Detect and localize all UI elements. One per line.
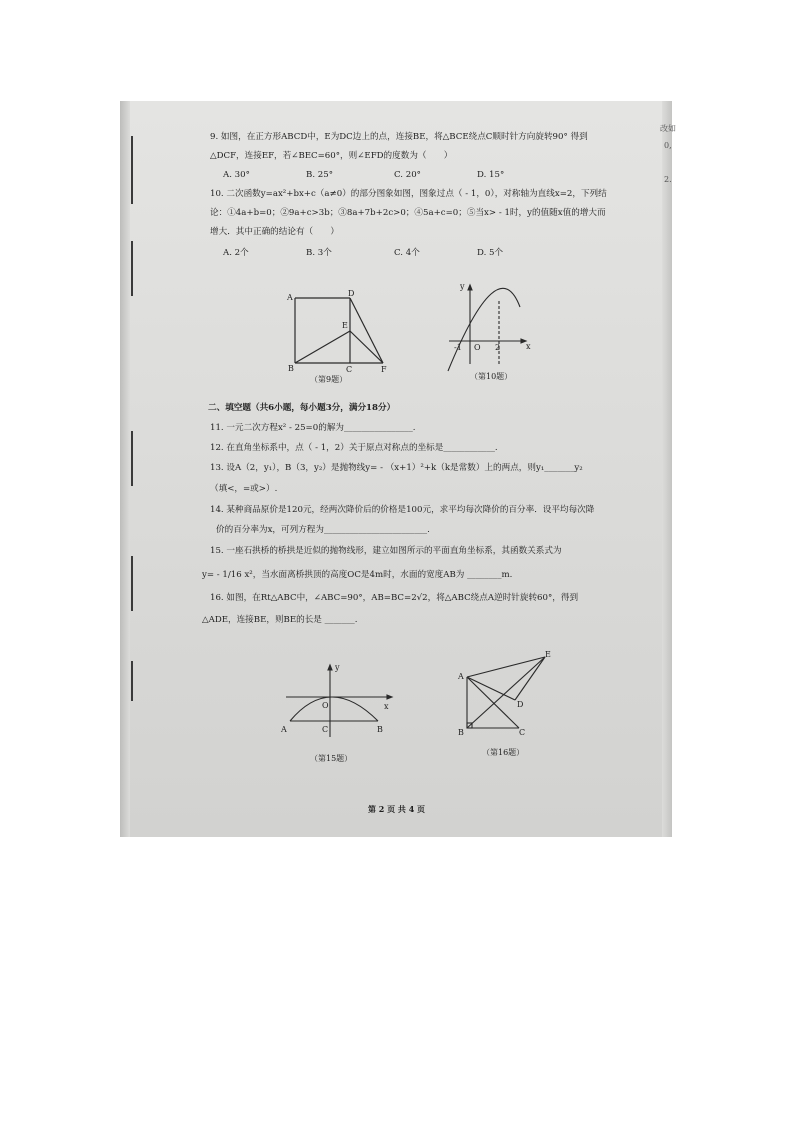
- question-10-option-c: C. 4个: [394, 248, 420, 258]
- label-e: E: [545, 650, 551, 659]
- label-a: A: [458, 672, 464, 681]
- question-10-option-a: A. 2个: [223, 248, 249, 258]
- figure-9-square: [285, 291, 395, 376]
- label-c: C: [519, 728, 526, 737]
- question-9-option-a: A. 30°: [223, 170, 250, 180]
- question-10-option-d: D. 5个: [477, 248, 504, 258]
- question-9-line1: 9. 如图，在正方形ABCD中，E为DC边上的点，连接BE，将△BCE绕点C顺时针方向旋转90° 得到: [210, 132, 588, 142]
- question-10-line2: 论：①4a+b=0；②9a+c>3b；③8a+7b+2c>0；④5a+c=0；⑤当x> - 1时，y的值随x值的增大而: [210, 208, 606, 218]
- figure-10-caption: （第10题）: [470, 372, 513, 381]
- question-16-line1: 16. 如图，在Rt△ABC中，∠ABC=90°，AB=BC=2√2，将△ABC绕点A逆时针旋转60°，得到: [210, 593, 579, 603]
- axis-y-label: y: [335, 663, 340, 672]
- label-c: C: [346, 365, 353, 374]
- question-10-option-b: B. 3个: [306, 248, 332, 258]
- label-e: E: [342, 321, 348, 330]
- tick-neg1: -1: [454, 343, 462, 352]
- label-b: B: [458, 728, 464, 737]
- binding-line: [131, 136, 133, 204]
- figure-9-caption: （第9题）: [310, 375, 348, 384]
- question-15-line2: y= - 1/16 x²，当水面离桥拱顶的高度OC是4m时，水面的宽度AB为 ________m.: [202, 570, 513, 580]
- figure-16-rotated-triangle: [455, 649, 565, 744]
- binding-line: [131, 556, 133, 611]
- question-9-option-c: C. 20°: [394, 170, 421, 180]
- question-14-line2: 价的百分率为x，可列方程为________________________.: [216, 525, 430, 535]
- question-11: 11. 一元二次方程x² - 25=0的解为________________.: [210, 423, 416, 433]
- label-a: A: [287, 293, 293, 302]
- label-c: C: [322, 725, 329, 734]
- margin-note: 改如: [660, 124, 676, 133]
- question-9-option-b: B. 25°: [306, 170, 334, 180]
- page-footer: 第 2 页 共 4 页: [368, 804, 426, 814]
- question-15-line1: 15. 一座石拱桥的桥拱是近似的抛物线形，建立如图所示的平面直角坐标系，其函数关系式为: [210, 546, 562, 556]
- question-13-line1: 13. 设A（2，y₁），B（3，y₂）是抛物线y= - （x+1）²+k（k是常数）上的两点，则y₁_______y₂: [210, 463, 583, 473]
- margin-note: 0,: [664, 141, 672, 150]
- tick-2: 2: [495, 343, 501, 352]
- figure-10-parabola: [444, 279, 534, 369]
- paper-edge-shadow: [662, 101, 672, 837]
- origin-label: O: [474, 343, 481, 352]
- binding-line: [131, 241, 133, 296]
- binding-line: [131, 661, 133, 701]
- label-d: D: [348, 289, 355, 298]
- label-b: B: [288, 364, 294, 373]
- label-b: B: [377, 725, 383, 734]
- question-13-line2: （填<，=或>）.: [210, 484, 278, 494]
- figure-16-caption: （第16题）: [482, 748, 525, 757]
- question-16-line2: △ADE，连接BE，则BE的长是 _______.: [202, 615, 358, 625]
- label-a: A: [281, 725, 287, 734]
- label-f: F: [381, 365, 387, 374]
- question-12: 12. 在直角坐标系中，点（ - 1，2）关于原点对称点的坐标是____________.: [210, 443, 498, 453]
- paper-edge-shadow: [120, 101, 130, 837]
- question-9-line2: △DCF，连接EF，若∠BEC=60°，则∠EFD的度数为（ ）: [210, 151, 453, 161]
- question-9-option-d: D. 15°: [477, 170, 505, 180]
- axis-x-label: x: [384, 702, 389, 711]
- question-10-line1: 10. 二次函数y=ax²+bx+c（a≠0）的部分图象如图，图象过点（ - 1，0），对称轴为直线x=2，下列结: [210, 189, 607, 199]
- exam-paper-photo: [120, 101, 676, 837]
- margin-note: 2.: [664, 175, 672, 184]
- binding-line: [131, 431, 133, 486]
- axis-x-label: x: [526, 342, 531, 351]
- origin-label: O: [322, 701, 329, 710]
- label-d: D: [517, 700, 524, 709]
- section-2-heading: 二、填空题（共6小题，每小题3分，满分18分）: [208, 403, 396, 413]
- figure-15-caption: （第15题）: [310, 754, 353, 763]
- figure-15-arch-bridge: [280, 661, 400, 741]
- question-10-line3: 增大．其中正确的结论有（ ）: [210, 227, 339, 237]
- question-14-line1: 14. 某种商品原价是120元，经两次降价后的价格是100元，求平均每次降价的百分率．设平均每次降: [210, 505, 595, 515]
- axis-y-label: y: [460, 282, 465, 291]
